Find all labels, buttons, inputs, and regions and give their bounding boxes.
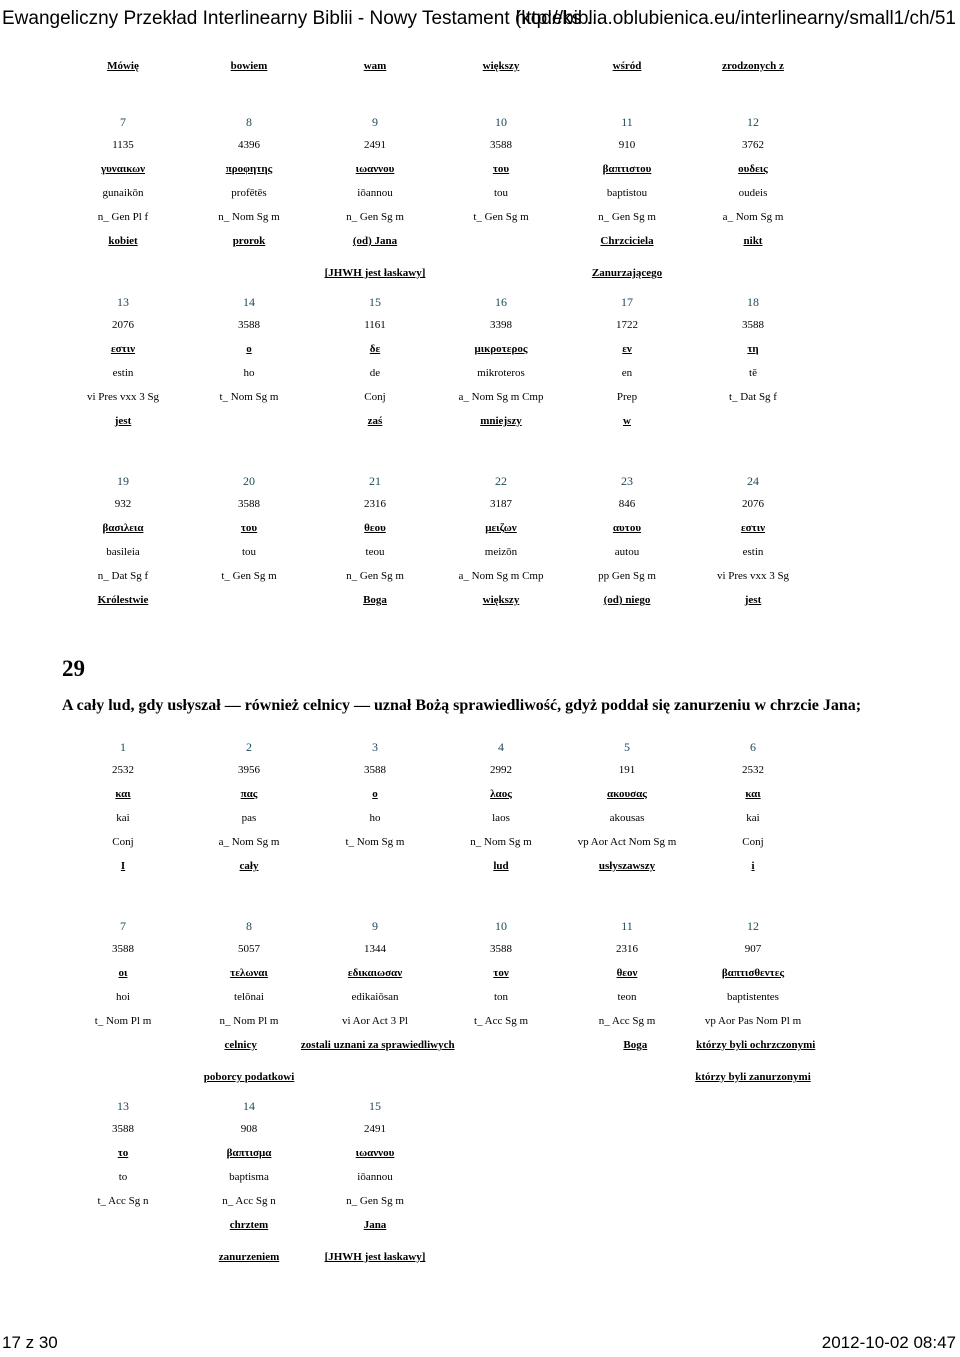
polish-alt-row (60, 267, 816, 279)
transliteration-cell: kai (116, 812, 130, 824)
polish-word-cell[interactable] (60, 1219, 186, 1231)
strong-number-cell: 4396 (238, 139, 260, 151)
transliteration-cell: gunaikōn (102, 187, 144, 199)
greek-word-row (60, 343, 816, 355)
polish-alt-cell[interactable]: zanurzeniem (218, 1251, 280, 1263)
strong-number-cell: 5057 (238, 943, 260, 955)
transliteration-cell (438, 1171, 564, 1183)
polish-alt-cell[interactable] (564, 1251, 690, 1263)
greek-word-cell[interactable]: του (240, 522, 258, 534)
morphology-cell: a_ Nom Sg m (722, 211, 784, 223)
word-number-cell: 23 (621, 474, 633, 488)
word-number-cell: 11 (621, 919, 633, 933)
strong-number-cell: 2076 (742, 498, 764, 510)
word-number-cell: 13 (117, 1099, 129, 1113)
transliteration-cell: hoi (115, 991, 131, 1003)
morphology-cell: n_ Acc Sg m (598, 1015, 656, 1027)
polish-alt-cell[interactable] (312, 1071, 438, 1083)
greek-word-cell[interactable]: πας (240, 788, 258, 800)
word-number-cell: 2 (246, 740, 252, 754)
transliteration-cell: ton (493, 991, 509, 1003)
strong-number-row (60, 1123, 816, 1135)
polish-word-cell[interactable]: cały (239, 860, 259, 872)
transliteration-cell: baptistentes (727, 991, 779, 1003)
polish-word-cell[interactable]: Mówię (107, 60, 139, 72)
strong-number-cell: 932 (114, 498, 132, 510)
polish-word-cell[interactable]: I (120, 860, 126, 872)
morphology-cell: n_ Gen Sg m (598, 211, 656, 223)
morphology-cell: Conj (112, 836, 134, 848)
morphology-cell: t_ Acc Sg m (473, 1015, 529, 1027)
word-number-cell: 13 (117, 295, 129, 309)
transliteration-cell: tou (241, 546, 257, 558)
polish-word-cell[interactable] (690, 415, 816, 427)
word-number-cell: 18 (747, 295, 759, 309)
polish-alt-cell[interactable] (564, 1071, 690, 1083)
header-url[interactable]: http://biblia.oblubienica.eu/interlinearny/small1/ch/51 (515, 8, 956, 29)
morphology-cell: vi Pres vxx 3 Sg (86, 391, 160, 403)
polish-word-cell[interactable] (438, 1219, 564, 1231)
morphology-cell: t_ Acc Sg n (97, 1195, 149, 1207)
strong-number-cell: 2316 (364, 498, 386, 510)
transliteration-cell: laos (492, 812, 510, 824)
polish-alt-cell[interactable]: którzy byli zanurzonymi (695, 1071, 811, 1083)
morphology-cell (564, 1195, 690, 1207)
polish-word-cell[interactable] (690, 1219, 816, 1231)
transliteration-cell: baptisma (229, 1171, 269, 1183)
greek-word-cell[interactable]: μειζων (485, 522, 517, 534)
transliteration-row (60, 991, 816, 1003)
strong-number-cell (438, 1123, 564, 1135)
morphology-cell: Prep (616, 391, 638, 403)
morphology-cell: t_ Nom Sg m (345, 836, 405, 848)
transliteration-cell: to (118, 1171, 128, 1183)
polish-word-cell[interactable] (312, 860, 438, 872)
polish-word-cell[interactable]: wam (363, 60, 387, 72)
polish-word-cell[interactable]: i (751, 860, 755, 872)
word-number-cell: 1 (120, 740, 126, 754)
strong-number-row (60, 943, 816, 955)
word-number-cell: 12 (747, 919, 759, 933)
greek-word-cell[interactable]: ουδεις (738, 163, 768, 175)
word-number-cell: 20 (243, 474, 255, 488)
word-number-cell (564, 1099, 690, 1114)
greek-word-cell[interactable]: βαπτισθεντες (721, 967, 785, 979)
greek-word-cell[interactable]: ακουσας (607, 788, 647, 800)
greek-word-cell[interactable]: του (492, 163, 510, 175)
word-number-cell: 10 (495, 919, 507, 933)
morphology-cell: n_ Gen Pl f (97, 211, 149, 223)
word-number-cell: 8 (246, 919, 252, 933)
strong-number-row (60, 498, 816, 510)
morphology-cell: vp Aor Pas Nom Pl m (704, 1015, 802, 1027)
greek-word-cell[interactable]: ιωαννου (355, 1147, 395, 1159)
word-number-cell (690, 1099, 816, 1114)
greek-word-cell[interactable]: προφητης (225, 163, 273, 175)
word-number-cell: 14 (243, 1099, 255, 1113)
polish-word-cell[interactable]: Królestwie (97, 594, 149, 606)
word-number-cell: 3 (372, 740, 378, 754)
transliteration-cell: basileia (106, 546, 140, 558)
word-number-row (60, 1099, 816, 1114)
morphology-cell: n_ Gen Sg m (346, 1195, 404, 1207)
polish-word-row (60, 235, 816, 247)
print-datetime: 2012-10-02 08:47 (821, 1333, 956, 1352)
transliteration-cell: oudeis (738, 187, 768, 199)
polish-alt-cell[interactable]: Zanurzającego (591, 267, 663, 279)
greek-word-cell[interactable]: και (115, 788, 131, 800)
transliteration-cell: iōannou (357, 1171, 393, 1183)
polish-alt-row (60, 1251, 816, 1263)
transliteration-cell: ho (369, 812, 381, 824)
transliteration-row (60, 187, 816, 199)
transliteration-cell: telōnai (234, 991, 264, 1003)
greek-word-cell[interactable]: εστιν (740, 522, 766, 534)
morphology-cell: vi Aor Act 3 Pl (341, 1015, 408, 1027)
morphology-cell: vi Pres vxx 3 Sg (716, 570, 790, 582)
transliteration-row (60, 812, 816, 824)
morphology-cell: n_ Nom Pl m (219, 1015, 279, 1027)
page-counter: 17 z 30 (2, 1333, 58, 1352)
polish-alt-cell[interactable] (438, 267, 564, 279)
polish-word-cell[interactable]: zaś (367, 415, 383, 427)
strong-number-cell: 3398 (490, 319, 512, 331)
greek-word-row (60, 1147, 816, 1159)
greek-word-row (60, 967, 816, 979)
transliteration-cell: mikroteros (477, 367, 525, 379)
word-number-row (60, 740, 816, 755)
word-number-cell: 9 (372, 919, 378, 933)
polish-word-row (60, 1039, 816, 1051)
strong-number-cell: 2532 (112, 764, 134, 776)
greek-word-cell[interactable]: θεον (616, 967, 638, 979)
polish-alt-cell[interactable]: poborcy podatkowi (203, 1071, 295, 1083)
polish-word-cell[interactable]: mniejszy (480, 415, 522, 427)
strong-number-cell: 2491 (364, 1123, 386, 1135)
morphology-cell: n_ Nom Sg m (470, 836, 532, 848)
word-number-cell: 10 (495, 115, 507, 129)
word-number-cell: 15 (369, 1099, 381, 1113)
transliteration-cell: iōannou (357, 187, 393, 199)
strong-number-cell: 2076 (112, 319, 134, 331)
greek-word-cell[interactable]: θεου (364, 522, 386, 534)
greek-word-cell[interactable]: ο (372, 788, 378, 800)
polish-word-row (60, 594, 816, 606)
strong-number-cell: 3588 (364, 764, 386, 776)
polish-word-cell[interactable]: większy (482, 594, 520, 606)
morphology-row (60, 211, 816, 223)
strong-number-cell: 191 (618, 764, 636, 776)
polish-word-cell[interactable]: jest (114, 415, 132, 427)
polish-word-cell[interactable]: celnicy (224, 1039, 257, 1051)
polish-alt-cell[interactable]: [JHWH jest łaskawy] (324, 267, 426, 279)
transliteration-cell: meizōn (484, 546, 518, 558)
word-number-cell: 24 (747, 474, 759, 488)
morphology-cell: pp Gen Sg m (598, 570, 656, 582)
transliteration-cell: teou (365, 546, 385, 558)
morphology-cell: t_ Gen Sg m (221, 570, 277, 582)
strong-number-cell: 3588 (238, 498, 260, 510)
transliteration-cell: edikaiōsan (351, 991, 399, 1003)
header-title: Ewangeliczny Przekład Interlinearny Biblii - Nowy Testament (kodeks ... (2, 8, 603, 29)
polish-word-cell[interactable]: zrodzonych z (722, 60, 784, 72)
greek-word-cell[interactable]: εδικαιωσαν (347, 967, 403, 979)
polish-alt-cell[interactable] (438, 1071, 564, 1083)
morphology-cell: n_ Nom Sg m (218, 211, 280, 223)
verse-text: A cały lud, gdy usłyszał — również celnicy — uznał Bożą sprawiedliwość, gdyż poddał się zanurzeniu w chrzcie Jana; (62, 697, 862, 714)
polish-alt-cell[interactable] (690, 267, 816, 279)
morphology-cell: t_ Nom Sg m (219, 391, 279, 403)
strong-number-cell: 2992 (490, 764, 512, 776)
morphology-cell: t_ Nom Pl m (94, 1015, 152, 1027)
polish-word-row (60, 1219, 816, 1231)
polish-word-cell[interactable]: bowiem (230, 60, 268, 72)
transliteration-cell: akousas (609, 812, 645, 824)
word-number-cell: 5 (624, 740, 630, 754)
morphology-cell: n_ Acc Sg n (222, 1195, 276, 1207)
word-number-row (60, 474, 816, 489)
polish-word-row (60, 860, 816, 872)
greek-word-cell[interactable]: τελωναι (230, 967, 268, 979)
greek-word-cell[interactable]: γυναικων (100, 163, 146, 175)
greek-word-cell[interactable]: εν (622, 343, 632, 355)
strong-number-cell: 1135 (112, 139, 134, 151)
polish-alt-cell[interactable] (60, 1251, 186, 1263)
morphology-cell: a_ Nom Sg m Cmp (458, 570, 544, 582)
polish-word-cell[interactable]: zostali uznani za sprawiedliwych (300, 1039, 455, 1051)
morphology-cell: n_ Gen Sg m (346, 211, 404, 223)
morphology-row (60, 1195, 816, 1207)
greek-word-cell[interactable]: μικροτερος (474, 343, 528, 355)
morphology-row (60, 391, 816, 403)
polish-word-row (60, 415, 816, 427)
word-number-cell: 15 (369, 295, 381, 309)
morphology-cell: vp Aor Act Nom Sg m (577, 836, 677, 848)
polish-word-cell[interactable] (60, 1039, 180, 1051)
transliteration-row (60, 1171, 816, 1183)
word-number-cell: 4 (498, 740, 504, 754)
transliteration-row (60, 367, 816, 379)
strong-number-cell: 3187 (490, 498, 512, 510)
word-number-row (60, 919, 816, 934)
morphology-cell (438, 1195, 564, 1207)
greek-word-cell[interactable]: τον (493, 967, 509, 979)
morphology-cell: Conj (364, 391, 386, 403)
word-number-cell (438, 1099, 564, 1114)
greek-word-cell[interactable]: βασιλεια (102, 522, 144, 534)
strong-number-cell: 1161 (364, 319, 386, 331)
polish-word-cell[interactable]: większy (482, 60, 520, 72)
word-number-cell: 14 (243, 295, 255, 309)
greek-word-cell[interactable]: δε (369, 343, 381, 355)
morphology-cell: n_ Dat Sg f (97, 570, 149, 582)
strong-number-cell: 3956 (238, 764, 260, 776)
polish-word-cell[interactable] (186, 415, 312, 427)
strong-number-cell: 1722 (616, 319, 638, 331)
morphology-cell: a_ Nom Sg m (218, 836, 280, 848)
strong-number-cell: 3588 (742, 319, 764, 331)
polish-word-cell[interactable]: Boga (363, 594, 387, 606)
strong-number-cell: 910 (618, 139, 636, 151)
strong-number-cell: 908 (240, 1123, 258, 1135)
greek-word-cell[interactable]: βαπτισμα (226, 1147, 272, 1159)
polish-alt-cell[interactable] (60, 1071, 186, 1083)
greek-word-row (60, 522, 816, 534)
word-number-cell: 8 (246, 115, 252, 129)
strong-number-cell: 2532 (742, 764, 764, 776)
polish-word-cell[interactable]: Chrzciciela (600, 235, 654, 247)
polish-word-cell[interactable] (186, 594, 312, 606)
polish-alt-cell[interactable] (690, 1251, 816, 1263)
polish-word-cell[interactable] (455, 1039, 575, 1051)
polish-word-cell[interactable]: nikt (743, 235, 763, 247)
strong-number-cell: 3762 (742, 139, 764, 151)
transliteration-cell (690, 1171, 816, 1183)
greek-word-cell[interactable]: εστιν (110, 343, 136, 355)
transliteration-cell: de (369, 367, 381, 379)
polish-word-cell[interactable]: Boga (623, 1039, 648, 1051)
greek-word-cell[interactable]: ο (246, 343, 252, 355)
greek-word-row (60, 788, 816, 800)
transliteration-cell: tou (493, 187, 509, 199)
verse-number: 29 (62, 656, 85, 681)
morphology-cell: Conj (742, 836, 764, 848)
transliteration-cell: autou (614, 546, 640, 558)
transliteration-cell: en (621, 367, 633, 379)
strong-number-row (60, 764, 816, 776)
morphology-row (60, 1015, 816, 1027)
word-number-cell: 16 (495, 295, 507, 309)
greek-word-cell[interactable] (690, 1147, 816, 1159)
transliteration-cell: tē (749, 367, 757, 379)
greek-word-cell[interactable]: τη (747, 343, 759, 355)
page-footer (0, 1329, 960, 1357)
transliteration-cell: estin (742, 546, 764, 558)
greek-word-cell[interactable]: αυτου (612, 522, 642, 534)
morphology-cell: t_ Dat Sg f (729, 391, 777, 403)
word-number-cell: 9 (372, 115, 378, 129)
polish-word-cell[interactable]: (od) niego (603, 594, 651, 606)
strong-number-cell: 907 (744, 943, 762, 955)
greek-word-cell[interactable] (564, 1147, 690, 1159)
strong-number-row (60, 139, 816, 151)
polish-word-cell[interactable]: którzy byli ochrzczonymi (696, 1039, 816, 1051)
polish-word-cell[interactable]: prorok (232, 235, 266, 247)
transliteration-cell: pas (241, 812, 257, 824)
polish-alt-cell[interactable] (186, 267, 312, 279)
morphology-cell: t_ Gen Sg m (473, 211, 529, 223)
greek-word-cell[interactable]: οι (118, 967, 128, 979)
polish-word-cell[interactable]: w (623, 415, 631, 427)
polish-alt-cell[interactable]: [JHWH jest łaskawy] (324, 1251, 426, 1263)
greek-word-cell[interactable]: και (745, 788, 761, 800)
morphology-row (60, 836, 816, 848)
word-number-row (60, 295, 816, 310)
transliteration-row (60, 546, 816, 558)
greek-word-cell[interactable]: το (117, 1147, 129, 1159)
transliteration-cell (564, 1171, 690, 1183)
strong-number-cell: 3588 (490, 943, 512, 955)
polish-alt-cell[interactable] (60, 267, 186, 279)
transliteration-cell: profētēs (231, 187, 267, 199)
word-number-cell: 21 (369, 474, 381, 488)
transliteration-cell: kai (746, 812, 760, 824)
polish-word-cell[interactable] (564, 1219, 690, 1231)
strong-number-cell: 846 (618, 498, 636, 510)
transliteration-cell: estin (112, 367, 134, 379)
word-number-cell: 11 (621, 115, 633, 129)
strong-number-cell: 3588 (112, 943, 134, 955)
strong-number-cell: 2491 (364, 139, 386, 151)
polish-word-row (60, 60, 816, 72)
polish-word-cell[interactable]: lud (493, 860, 509, 872)
polish-alt-row (60, 1071, 816, 1083)
page-header (0, 0, 960, 40)
word-number-cell: 7 (120, 919, 126, 933)
greek-word-cell[interactable] (438, 1147, 564, 1159)
strong-number-cell: 2316 (616, 943, 638, 955)
strong-number-row (60, 319, 816, 331)
strong-number-cell: 1344 (364, 943, 386, 955)
polish-word-cell[interactable]: wśród (612, 60, 642, 72)
greek-word-cell[interactable]: βαπτιστου (602, 163, 652, 175)
strong-number-cell: 3588 (112, 1123, 134, 1135)
polish-word-cell[interactable]: jest (744, 594, 762, 606)
morphology-cell: a_ Nom Sg m Cmp (458, 391, 544, 403)
polish-word-cell[interactable] (438, 235, 564, 247)
greek-word-row (60, 163, 816, 175)
polish-alt-cell[interactable] (438, 1251, 564, 1263)
transliteration-cell: teon (617, 991, 637, 1003)
morphology-cell: n_ Gen Sg m (346, 570, 404, 582)
strong-number-cell: 3588 (490, 139, 512, 151)
morphology-cell (690, 1195, 816, 1207)
word-number-row (60, 115, 816, 130)
greek-word-cell[interactable]: ιωαννου (355, 163, 395, 175)
strong-number-cell (564, 1123, 690, 1135)
morphology-row (60, 570, 816, 582)
polish-word-cell[interactable]: (od) Jana (352, 235, 398, 247)
word-number-cell: 7 (120, 115, 126, 129)
polish-word-cell[interactable]: Jana (363, 1219, 387, 1231)
strong-number-cell (690, 1123, 816, 1135)
greek-word-cell[interactable]: λαος (490, 788, 512, 800)
polish-word-cell[interactable]: kobiet (108, 235, 138, 247)
transliteration-cell: baptistou (606, 187, 648, 199)
transliteration-cell: ho (243, 367, 255, 379)
word-number-cell: 19 (117, 474, 129, 488)
word-number-cell: 12 (747, 115, 759, 129)
polish-word-cell[interactable]: usłyszawszy (598, 860, 656, 872)
word-number-cell: 17 (621, 295, 633, 309)
word-number-cell: 22 (495, 474, 507, 488)
strong-number-cell: 3588 (238, 319, 260, 331)
polish-word-cell[interactable]: chrztem (229, 1219, 269, 1231)
word-number-cell: 6 (750, 740, 756, 754)
